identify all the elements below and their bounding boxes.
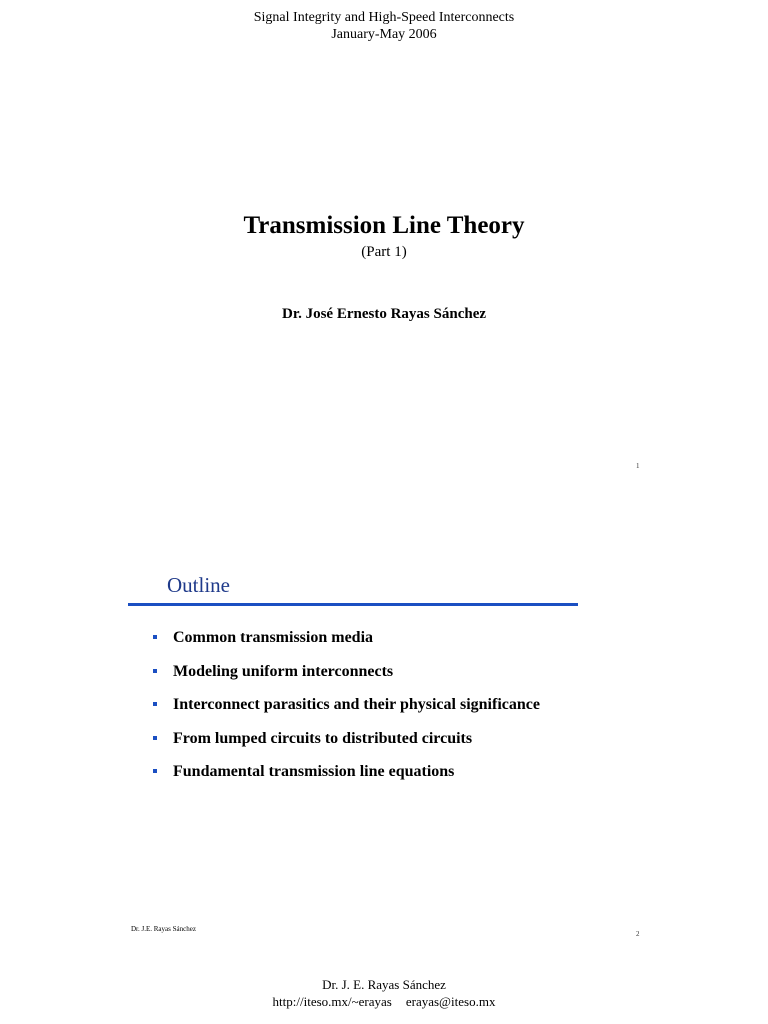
outline-item-text: Interconnect parasitics and their physical significance [173, 696, 540, 713]
square-bullet-icon [153, 769, 157, 773]
outline-item [153, 627, 613, 661]
outline-item [153, 761, 613, 795]
outline-item-text: Modeling uniform interconnects [173, 662, 394, 680]
slide1-title: Transmission Line Theory [243, 212, 525, 239]
square-bullet-icon [153, 702, 157, 706]
slide1-subtitle: (Part 1) [361, 244, 407, 260]
footer-author: Dr. J. E. Rayas Sánchez [322, 977, 446, 992]
footer-email-link[interactable]: erayas@iteso.mx [405, 994, 496, 1009]
header-term: January-May 2006 [331, 27, 437, 42]
outline-divider [128, 603, 578, 606]
outline-item [153, 728, 613, 762]
slide1-author: Dr. José Ernesto Rayas Sánchez [281, 306, 487, 322]
footer-url-link[interactable]: http://iteso.mx/~erayas [272, 994, 392, 1009]
header-course-title: Signal Integrity and High-Speed Interconnects [253, 10, 515, 25]
slide2-page-number: 2 [636, 930, 640, 938]
outline-item-text: Fundamental transmission line equations [173, 763, 455, 780]
outline-item-text: From lumped circuits to distributed circuits [173, 729, 473, 747]
outline-title: Outline [167, 573, 230, 597]
footer-contact [0, 994, 768, 1010]
slide1-page-number: 1 [636, 462, 640, 470]
outline-list [153, 627, 613, 795]
outline-item-text: Common transmission media [173, 629, 374, 646]
slide2-footer-author: Dr. J.E. Rayas Sánchez [131, 925, 196, 933]
square-bullet-icon [153, 669, 157, 673]
outline-item [153, 694, 613, 728]
outline-item [153, 661, 613, 695]
square-bullet-icon [153, 736, 157, 740]
square-bullet-icon [153, 635, 157, 639]
